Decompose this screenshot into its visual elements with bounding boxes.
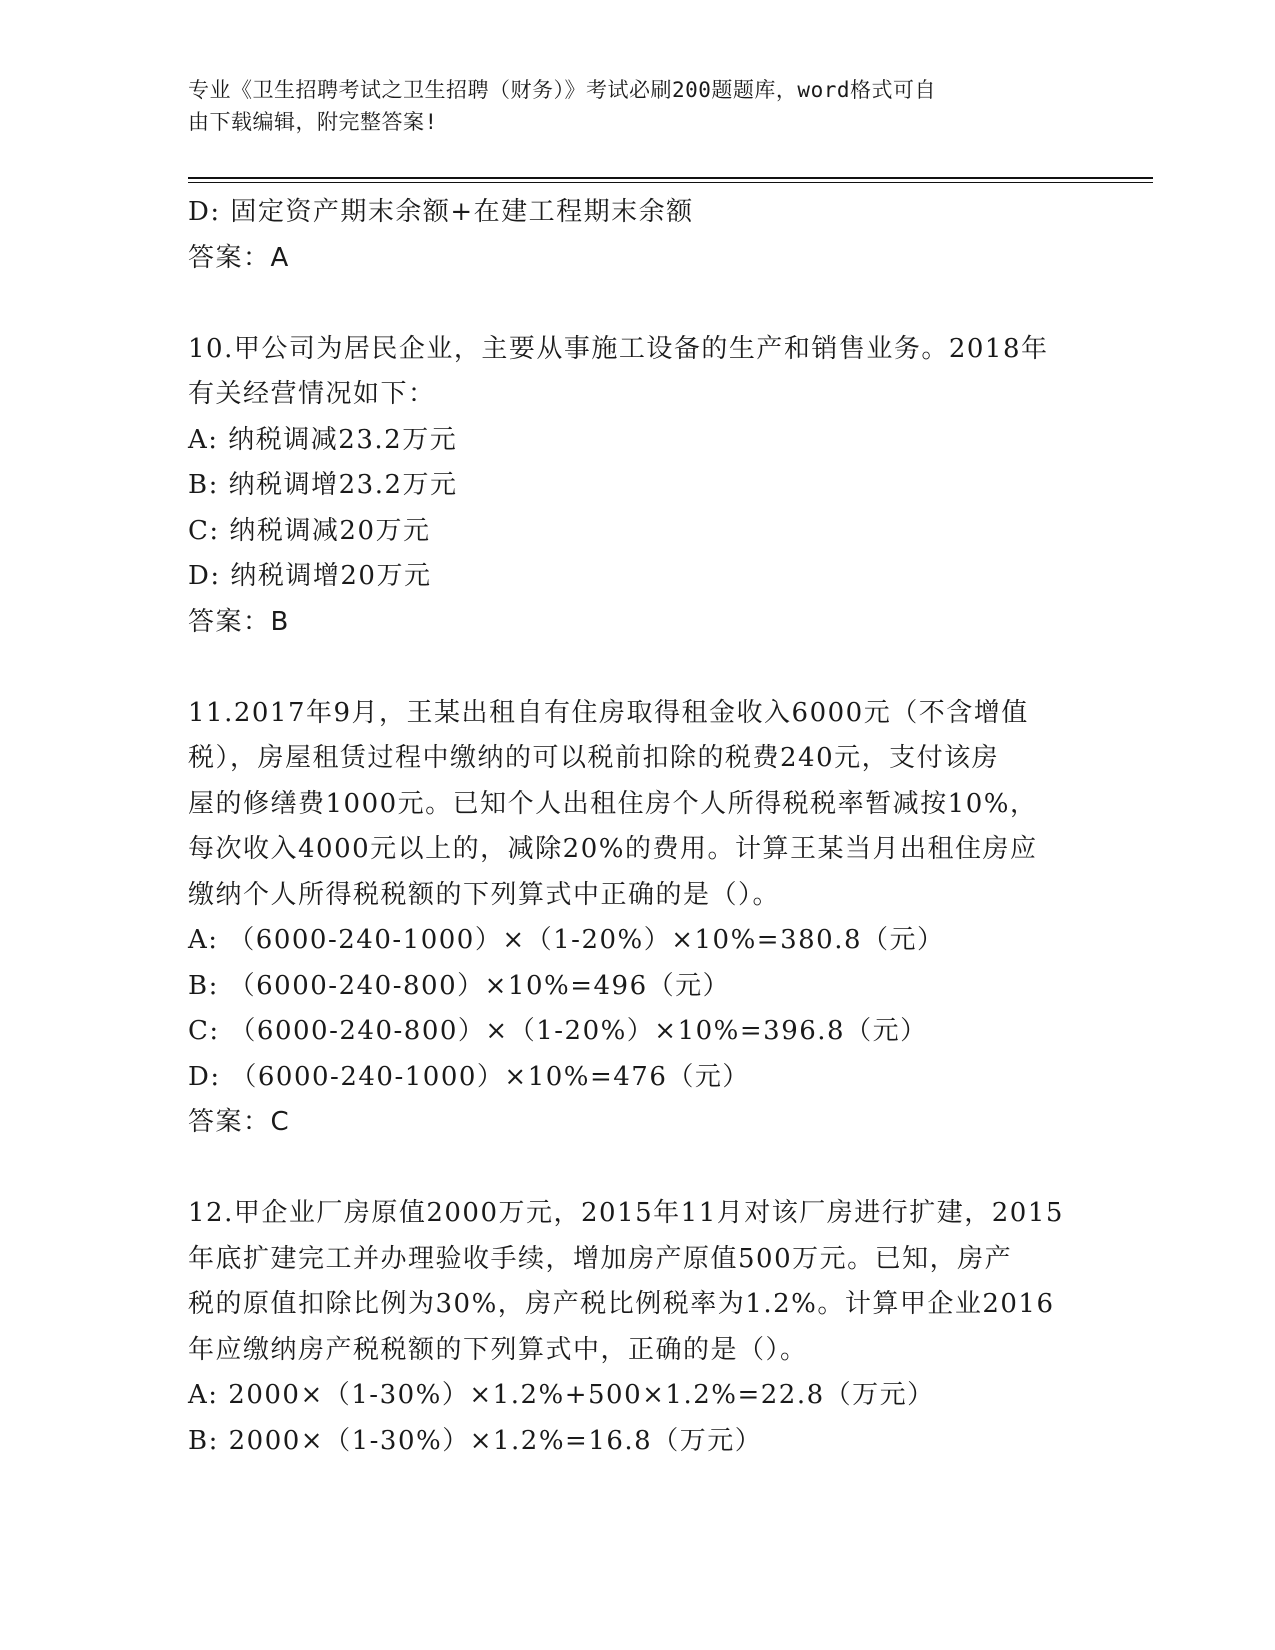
option-c: C: 纳税调减20万元 (188, 515, 431, 546)
question-text-line: 年应缴纳房产税税额的下列算式中，正确的是（）。 (188, 1334, 808, 1365)
question-10 (188, 327, 1088, 646)
option-b: B: 纳税调增23.2万元 (188, 470, 458, 500)
question-text-line: 屋的修缮费1000元。已知个人出租住房个人所得税税率暂减按10%， (188, 788, 1038, 819)
answer-line: 答案：A (188, 242, 290, 273)
header-line-2: 由下载编辑，附完整答案! (188, 110, 438, 134)
option-d: D: 纳税调增20万元 (188, 561, 432, 591)
option-a: A: 2000×（1-30%）×1.2%+500×1.2%=22.8（万元） (188, 1380, 935, 1410)
option-a: A: 纳税调减23.2万元 (188, 424, 458, 455)
question-text-line: 每次收入4000元以上的，减除20%的费用。计算王某当月出租住房应 (188, 834, 1038, 864)
document-body (188, 190, 1088, 1464)
question-text-line: 10.甲公司为居民企业，主要从事施工设备的生产和销售业务。2018年 (188, 333, 1049, 364)
spacer (188, 281, 1088, 327)
question-text (188, 327, 1088, 418)
answer-line: 答案：C (188, 1107, 291, 1137)
question-12 (188, 1191, 1088, 1464)
spacer (188, 1146, 1088, 1192)
header-rule-thin (188, 182, 1153, 183)
option-b: B: （6000-240-800）×10%=496（元） (188, 970, 731, 1001)
question-text (188, 691, 1088, 919)
question-text-line: 年底扩建完工并办理验收手续，增加房产原值500万元。已知，房产 (188, 1243, 1013, 1274)
question-text-line: 税的原值扣除比例为30%，房产税比例税率为1.2%。计算甲企业2016 (188, 1289, 1055, 1319)
answer-line: 答案：B (188, 606, 290, 637)
question-text-line: 税），房屋租赁过程中缴纳的可以税前扣除的税费240元，支付该房 (188, 743, 1000, 773)
option-c: C: （6000-240-800）×（1-20%）×10%=396.8（元） (188, 1016, 928, 1046)
document-header (188, 74, 1068, 138)
option-d: D: （6000-240-1000）×10%=476（元） (188, 1061, 750, 1092)
spacer (188, 645, 1088, 691)
question-text-line: 缴纳个人所得税税额的下列算式中正确的是（）。 (188, 879, 781, 910)
question-text-line: 11.2017年9月，王某出租自有住房取得租金收入6000元（不含增值 (188, 697, 1029, 728)
question-text-line: 有关经营情况如下： (188, 379, 436, 409)
option-b: B: 2000×（1-30%）×1.2%=16.8（万元） (188, 1425, 763, 1456)
header-line-1: 专业《卫生招聘考试之卫生招聘（财务）》考试必刷200题题库，word格式可自 (188, 78, 936, 102)
option-d: D: 固定资产期末余额+在建工程期末余额 (188, 197, 694, 227)
question-text (188, 1191, 1088, 1373)
header-rule-thick (188, 177, 1153, 179)
question-text-line: 12.甲企业厂房原值2000万元，2015年11月对该厂房进行扩建，2015 (188, 1198, 1064, 1228)
option-a: A: （6000-240-1000）×（1-20%）×10%=380.8（元） (188, 925, 945, 955)
question-11 (188, 691, 1088, 1146)
question-9-tail (188, 190, 1088, 281)
